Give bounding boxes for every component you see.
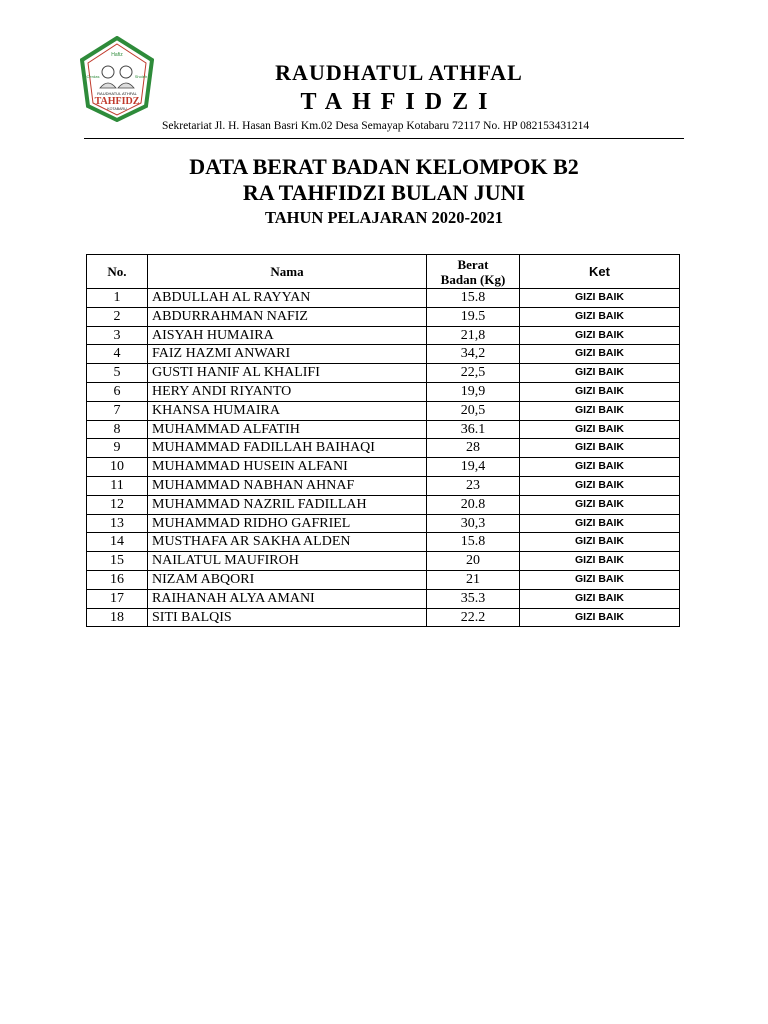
cell-no: 15 — [87, 552, 148, 571]
cell-no: 5 — [87, 364, 148, 383]
table-row — [87, 608, 680, 627]
cell-nama: MUHAMMAD ALFATIH — [148, 420, 427, 439]
institution-name: RAUDHATUL ATHFAL — [275, 60, 523, 85]
cell-nama: AISYAH HUMAIRA — [148, 326, 427, 345]
cell-nama: NIZAM ABQORI — [148, 570, 427, 589]
table-row — [87, 307, 680, 326]
table-row — [87, 570, 680, 589]
cell-berat: 28 — [427, 439, 520, 458]
cell-no: 4 — [87, 345, 148, 364]
cell-ket: GIZI BAIK — [520, 420, 680, 439]
cell-no: 7 — [87, 401, 148, 420]
cell-berat: 19,9 — [427, 382, 520, 401]
table-row — [87, 289, 680, 308]
cell-berat: 30,3 — [427, 514, 520, 533]
cell-no: 14 — [87, 533, 148, 552]
cell-nama: NAILATUL MAUFIROH — [148, 552, 427, 571]
header-berat: Berat Badan (Kg) — [427, 255, 520, 289]
cell-ket: GIZI BAIK — [520, 552, 680, 571]
table-row — [87, 364, 680, 383]
table-row — [87, 458, 680, 477]
cell-ket: GIZI BAIK — [520, 326, 680, 345]
table-body — [87, 289, 680, 627]
cell-nama: ABDURRAHMAN NAFIZ — [148, 307, 427, 326]
cell-berat: 19.5 — [427, 307, 520, 326]
svg-text:KOTABARU: KOTABARU — [107, 107, 127, 111]
table-row — [87, 476, 680, 495]
cell-berat: 35.3 — [427, 589, 520, 608]
weight-table — [86, 254, 680, 627]
cell-nama: MUHAMMAD NABHAN AHNAF — [148, 476, 427, 495]
cell-ket: GIZI BAIK — [520, 514, 680, 533]
academic-year: TAHUN PELAJARAN 2020-2021 — [264, 208, 504, 227]
cell-nama: RAIHANAH ALYA AMANI — [148, 589, 427, 608]
institution-subname: TAHFIDZI — [300, 89, 498, 115]
cell-no: 11 — [87, 476, 148, 495]
header-nama: Nama — [148, 255, 427, 289]
header-divider — [84, 138, 684, 139]
cell-no: 18 — [87, 608, 148, 627]
cell-nama: GUSTI HANIF AL KHALIFI — [148, 364, 427, 383]
cell-nama: KHANSA HUMAIRA — [148, 401, 427, 420]
table-row — [87, 514, 680, 533]
cell-ket: GIZI BAIK — [520, 382, 680, 401]
cell-no: 8 — [87, 420, 148, 439]
cell-no: 17 — [87, 589, 148, 608]
table-row — [87, 345, 680, 364]
svg-text:Sholeh: Sholeh — [134, 74, 148, 79]
cell-nama: ABDULLAH AL RAYYAN — [148, 289, 427, 308]
header-no: No. — [87, 255, 148, 289]
cell-ket: GIZI BAIK — [520, 458, 680, 477]
cell-no: 2 — [87, 307, 148, 326]
table-row — [87, 420, 680, 439]
svg-text:Cerdas: Cerdas — [86, 74, 100, 79]
cell-no: 16 — [87, 570, 148, 589]
table-row — [87, 589, 680, 608]
cell-ket: GIZI BAIK — [520, 495, 680, 514]
address-line: Sekretariat Jl. H. Hasan Basri Km.02 Desa Semayap Kotabaru 72117 No. HP 082153431214 — [162, 120, 590, 132]
cell-berat: 22,5 — [427, 364, 520, 383]
svg-text:Hafiz: Hafiz — [111, 52, 123, 58]
cell-no: 3 — [87, 326, 148, 345]
cell-ket: GIZI BAIK — [520, 570, 680, 589]
table-row — [87, 495, 680, 514]
cell-nama: MUHAMMAD HUSEIN ALFANI — [148, 458, 427, 477]
cell-berat: 21,8 — [427, 326, 520, 345]
header-ket: Ket — [520, 255, 680, 289]
cell-nama: MUHAMMAD NAZRIL FADILLAH — [148, 495, 427, 514]
cell-berat: 19,4 — [427, 458, 520, 477]
cell-no: 13 — [87, 514, 148, 533]
document-title: DATA BERAT BADAN KELOMPOK B2 — [189, 154, 579, 179]
cell-nama: MUHAMMAD FADILLAH BAIHAQI — [148, 439, 427, 458]
cell-nama: FAIZ HAZMI ANWARI — [148, 345, 427, 364]
cell-berat: 20.8 — [427, 495, 520, 514]
cell-berat: 23 — [427, 476, 520, 495]
cell-ket: GIZI BAIK — [520, 476, 680, 495]
cell-berat: 21 — [427, 570, 520, 589]
cell-ket: GIZI BAIK — [520, 608, 680, 627]
table-header-row — [87, 255, 680, 289]
table-row — [87, 552, 680, 571]
table-row — [87, 382, 680, 401]
cell-nama: MUSTHAFA AR SAKHA ALDEN — [148, 533, 427, 552]
cell-no: 10 — [87, 458, 148, 477]
cell-ket: GIZI BAIK — [520, 589, 680, 608]
table-row — [87, 439, 680, 458]
cell-ket: GIZI BAIK — [520, 289, 680, 308]
svg-text:TAHFIDZ: TAHFIDZ — [94, 96, 140, 107]
table-row — [87, 401, 680, 420]
cell-nama: HERY ANDI RIYANTO — [148, 382, 427, 401]
cell-berat: 20 — [427, 552, 520, 571]
cell-berat: 20,5 — [427, 401, 520, 420]
table-row — [87, 326, 680, 345]
cell-ket: GIZI BAIK — [520, 533, 680, 552]
cell-no: 1 — [87, 289, 148, 308]
svg-text:RAUDHATUL ATHFAL: RAUDHATUL ATHFAL — [97, 91, 137, 96]
cell-no: 12 — [87, 495, 148, 514]
cell-ket: GIZI BAIK — [520, 439, 680, 458]
cell-berat: 34,2 — [427, 345, 520, 364]
cell-ket: GIZI BAIK — [520, 307, 680, 326]
cell-berat: 15.8 — [427, 533, 520, 552]
cell-nama: SITI BALQIS — [148, 608, 427, 627]
cell-berat: 22.2 — [427, 608, 520, 627]
cell-ket: GIZI BAIK — [520, 401, 680, 420]
cell-berat: 36.1 — [427, 420, 520, 439]
cell-ket: GIZI BAIK — [520, 364, 680, 383]
document-subtitle: RA TAHFIDZI BULAN JUNI — [242, 180, 526, 205]
cell-berat: 15.8 — [427, 289, 520, 308]
cell-ket: GIZI BAIK — [520, 345, 680, 364]
cell-nama: MUHAMMAD RIDHO GAFRIEL — [148, 514, 427, 533]
table-row — [87, 533, 680, 552]
cell-no: 9 — [87, 439, 148, 458]
cell-no: 6 — [87, 382, 148, 401]
